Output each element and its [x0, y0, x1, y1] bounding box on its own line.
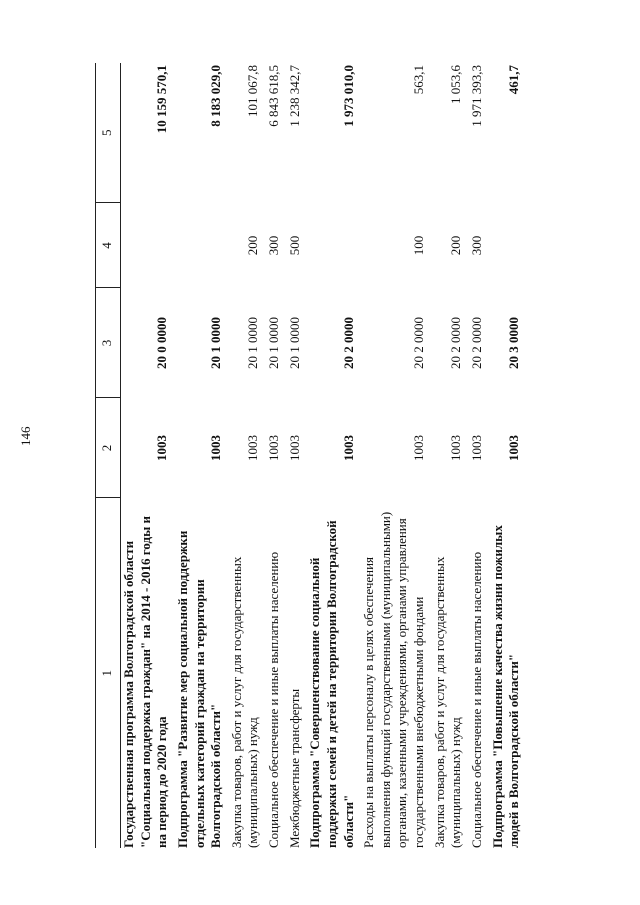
section-code-cell: 1003	[448, 435, 464, 461]
expense-type-cell	[307, 203, 361, 288]
target-article-cell: 20 2 0000	[448, 317, 464, 369]
row-name-cell: Подпрограмма "Совершенствование социальной поддержки семей и детей на территории Волгоградской области"	[307, 520, 356, 848]
table-row	[229, 63, 266, 848]
expense-type-cell: 500	[286, 235, 302, 256]
row-name-cell: Социальное обеспечение и иные выплаты населению	[468, 551, 484, 848]
section-code-cell: 1003	[506, 435, 522, 461]
row-name-cell: Государственная программа Волгоградской области "Социальная поддержка граждан" на 2014 - 2016 годы и на период до 2020 года	[121, 516, 170, 848]
amount-cell: 1 973 010,0	[340, 65, 356, 127]
row-name-cell: Социальное обеспечение и иные выплаты населению	[266, 551, 281, 848]
row-name-cell: Закупка товаров, работ и услуг для государственных (муниципальных) нужд	[431, 556, 464, 848]
target-article-cell: 20 3 0000	[506, 317, 522, 369]
expense-type-cell	[175, 203, 229, 288]
column-header: 3	[96, 288, 121, 398]
column-header: 2	[96, 398, 121, 498]
row-name-cell: Подпрограмма "Развитие мер социальной поддержки отдельных категорий граждан на территории Волгоградской области"	[174, 530, 224, 848]
section-code-cell: 1003	[411, 435, 426, 461]
amount-cell: 6 843 618,5	[266, 65, 281, 127]
expense-type-cell: 300	[266, 235, 281, 256]
section-code-cell: 1003	[340, 435, 356, 461]
target-article-cell: 20 2 0000	[411, 317, 426, 369]
target-article-cell: 20 0 0000	[154, 317, 170, 369]
budget-table	[95, 63, 527, 848]
section-code-cell: 1003	[266, 435, 281, 461]
amount-cell: 8 183 029,0	[208, 65, 224, 127]
section-code-cell: 1003	[468, 435, 484, 461]
row-name-cell: Межбюджетные трансферты	[286, 688, 302, 848]
table-row	[287, 63, 308, 848]
amount-cell: 101 067,8	[245, 65, 261, 117]
amount-cell: 563,1	[411, 65, 426, 95]
column-header: 5	[96, 63, 121, 203]
section-code-cell: 1003	[154, 435, 170, 461]
table-row	[121, 63, 175, 848]
amount-cell: 461,7	[506, 65, 522, 95]
row-name-cell: Подпрограмма "Повышение качества жизни пожилых людей в Волгоградской области"	[489, 525, 522, 848]
amount-cell: 1 238 342,7	[286, 65, 302, 127]
table-row	[432, 63, 469, 848]
section-code-cell: 1003	[208, 435, 224, 461]
row-name-cell: Расходы на выплаты персоналу в целях обеспечения выполнения функций государственными (муниципальными) органами, казенными учреждениями, органами управления государственными внебюджетными фондами	[361, 511, 426, 848]
expense-type-cell: 200	[245, 235, 261, 256]
table-row	[469, 63, 490, 848]
expense-type-cell	[121, 203, 175, 288]
target-article-cell: 20 1 0000	[245, 317, 261, 369]
table-row	[490, 63, 527, 848]
target-article-cell: 20 1 0000	[208, 317, 224, 369]
column-header: 4	[96, 203, 121, 288]
column-header: 1	[96, 498, 121, 848]
target-article-cell: 20 2 0000	[340, 317, 356, 369]
table-row	[175, 63, 229, 848]
table-row	[361, 63, 432, 848]
header-row	[96, 63, 121, 848]
section-code-cell: 1003	[245, 435, 261, 461]
section-code-cell: 1003	[286, 435, 302, 461]
expense-type-cell	[490, 203, 527, 288]
amount-cell: 10 159 570,1	[154, 65, 170, 134]
page-number: 146	[18, 426, 33, 446]
row-name-cell: Закупка товаров, работ и услуг для государственных (муниципальных) нужд	[228, 556, 261, 848]
amount-cell: 1 053,6	[448, 65, 464, 104]
target-article-cell: 20 2 0000	[468, 317, 484, 369]
expense-type-cell: 300	[468, 235, 484, 256]
expense-type-cell: 100	[411, 235, 426, 256]
expense-type-cell: 200	[448, 235, 464, 256]
table-row	[307, 63, 361, 848]
target-article-cell: 20 1 0000	[286, 317, 302, 369]
rotated-table-container	[95, 63, 585, 848]
amount-cell: 1 971 393,3	[468, 65, 484, 127]
target-article-cell: 20 1 0000	[266, 317, 281, 369]
table-row	[266, 63, 287, 848]
